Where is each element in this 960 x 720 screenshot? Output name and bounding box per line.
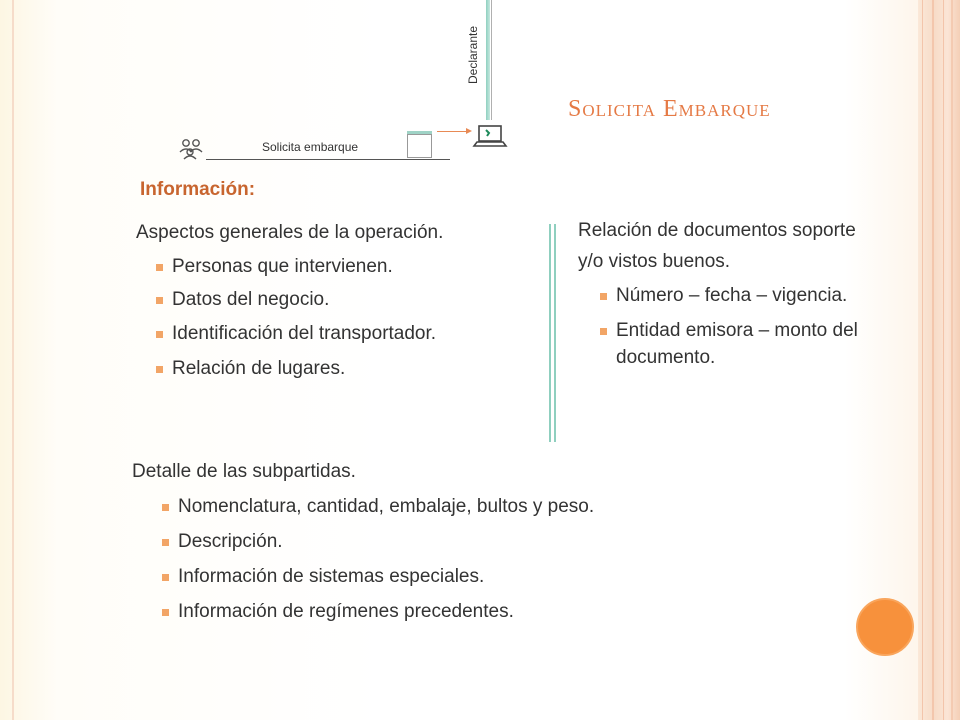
declarante-label: Declarante: [466, 25, 480, 84]
declarante-lifeline: [486, 0, 490, 120]
right-block-heading-cont: y/o vistos buenos.: [578, 251, 731, 272]
list-item-cont: documento.: [616, 347, 716, 368]
list-item: Identificación del transportador.: [156, 323, 436, 345]
slide-title: Solicita Embarque: [568, 96, 771, 122]
bottom-block-heading: Detalle de las subpartidas.: [132, 461, 356, 482]
document-icon: [407, 134, 432, 158]
arrow-icon: [437, 131, 467, 132]
list-item: Relación de lugares.: [156, 358, 345, 380]
right-decor-line: [943, 0, 944, 720]
flow-line: [206, 159, 450, 160]
list-item: Información de sistemas especiales.: [162, 566, 484, 588]
right-decor-band: [918, 0, 960, 720]
list-item: Descripción.: [162, 531, 283, 553]
list-item: Número – fecha – vigencia.: [600, 285, 847, 307]
list-item: Información de regímenes precedentes.: [162, 601, 514, 623]
orange-circle-decor: [856, 598, 914, 656]
list-item: Personas que intervienen.: [156, 256, 393, 278]
left-decor-stripe: [12, 0, 14, 720]
declarante-lifeline-edge: [491, 0, 492, 120]
computer-icon: [472, 122, 508, 150]
flow-label: Solicita embarque: [262, 140, 359, 154]
left-block-heading: Aspectos generales de la operación.: [136, 222, 444, 243]
people-icon: [178, 138, 206, 160]
column-separator: [549, 224, 556, 442]
right-decor-line: [951, 0, 953, 720]
right-decor-line: [932, 0, 934, 720]
list-item: Nomenclatura, cantidad, embalaje, bultos y peso.: [162, 496, 594, 518]
right-decor-line: [922, 0, 923, 720]
list-item: Datos del negocio.: [156, 289, 329, 311]
list-item: Entidad emisora – monto del: [600, 320, 858, 342]
right-block-heading: Relación de documentos soporte: [578, 220, 856, 241]
info-heading: Información:: [140, 179, 256, 200]
